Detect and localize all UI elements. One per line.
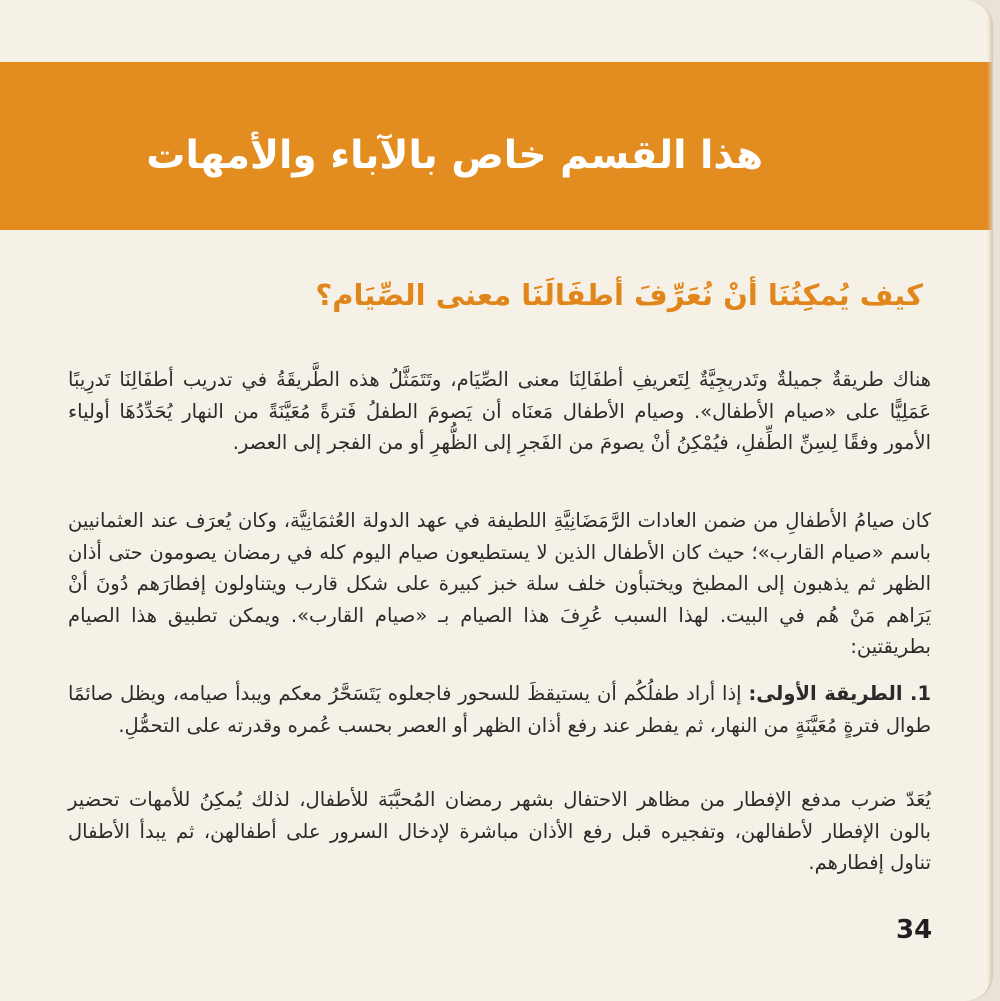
paragraph-intro: هناك طريقةٌ جميلةٌ وتَدريجِيَّةٌ لِتَعريفِ أطفَالِنَا معنى الصِّيَام، وتَتَمَثَّلُ هذه الطَّريقَةُ في تدريب أطفَالِنَا تَدرِيبًا عَمَلِيًّا على «صيام الأطفال». وصيام الأطفال مَعنَاه أن يَصومَ الطفلُ فَترةً مُعَيَّنَةً من النهار يُحَدِّدُهَا أولياء الأمور وفقًا لِسِنِّ الطِّفلِ، فيُمْكِنُ أنْ يصومَ من الفَجرِ إلى الظُّهرِ أو من الفجر إلى العصر. (68, 368, 931, 454)
paragraph-history: كان صيامُ الأطفالِ من ضمن العادات الرَّمَضَانِيَّةِ اللطيفة في عهد الدولة العُثمَانِيَّة، وكان يُعرَف عند العثمانيين باسم «صيام القارب»؛ حيث كان الأطفال الذين لا يستطيعون صيام اليوم كله في رمضان يصومون حتى أذان الظهر ثم يذهبون إلى المطبخ ويختبأون خلف سلة خبز كبيرة على شكل قارب ويتناولون إفطارَهم دُونَ أنْ يَرَاهم مَنْ هُم في البيت. لهذا السبب عُرِفَ هذا الصيام بـ «صيام القارب». ويمكن تطبيق هذا الصيام بطريقتين: (68, 509, 931, 658)
paragraph-iftar-balloon: يُعَدّ ضرب مدفع الإفطار من مظاهر الاحتفال بشهر رمضان المُحبَّبَة للأطفال، لذلك يُمكِنُ للأمهات تحضير بالون الإفطار لأطفالهن، وتفجيره قبل رفع الأذان مباشرة لإدخال السرور على أطفالهن، ثم يبدأ الأطفال تناول إفطارهم. (68, 788, 931, 874)
section-question: كيف يُمكِنُنَا أنْ نُعَرِّفَ أطفَالَنَا معنى الصِّيَام؟ (315, 278, 923, 312)
paragraph-method-one (68, 678, 931, 741)
method-one-label: 1. الطريقة الأولى: (748, 682, 932, 705)
page-number: 34 (896, 915, 933, 945)
page-title: هذا القسم خاص بالآباء والأمهات (146, 133, 763, 178)
method-one-text: إذا أراد طفلُكُم أن يستيقظَ للسحور فاجعلوه يَتَسَحَّرُ معكم ويبدأ صيامه، ويظل صائمًا طوال فترةٍ مُعَيَّنَةٍ من النهار، ثم يفطر عند رفع أذان الظهر أو العصر بحسب عُمره وقدرته على التحمُّلِ. (68, 682, 931, 737)
